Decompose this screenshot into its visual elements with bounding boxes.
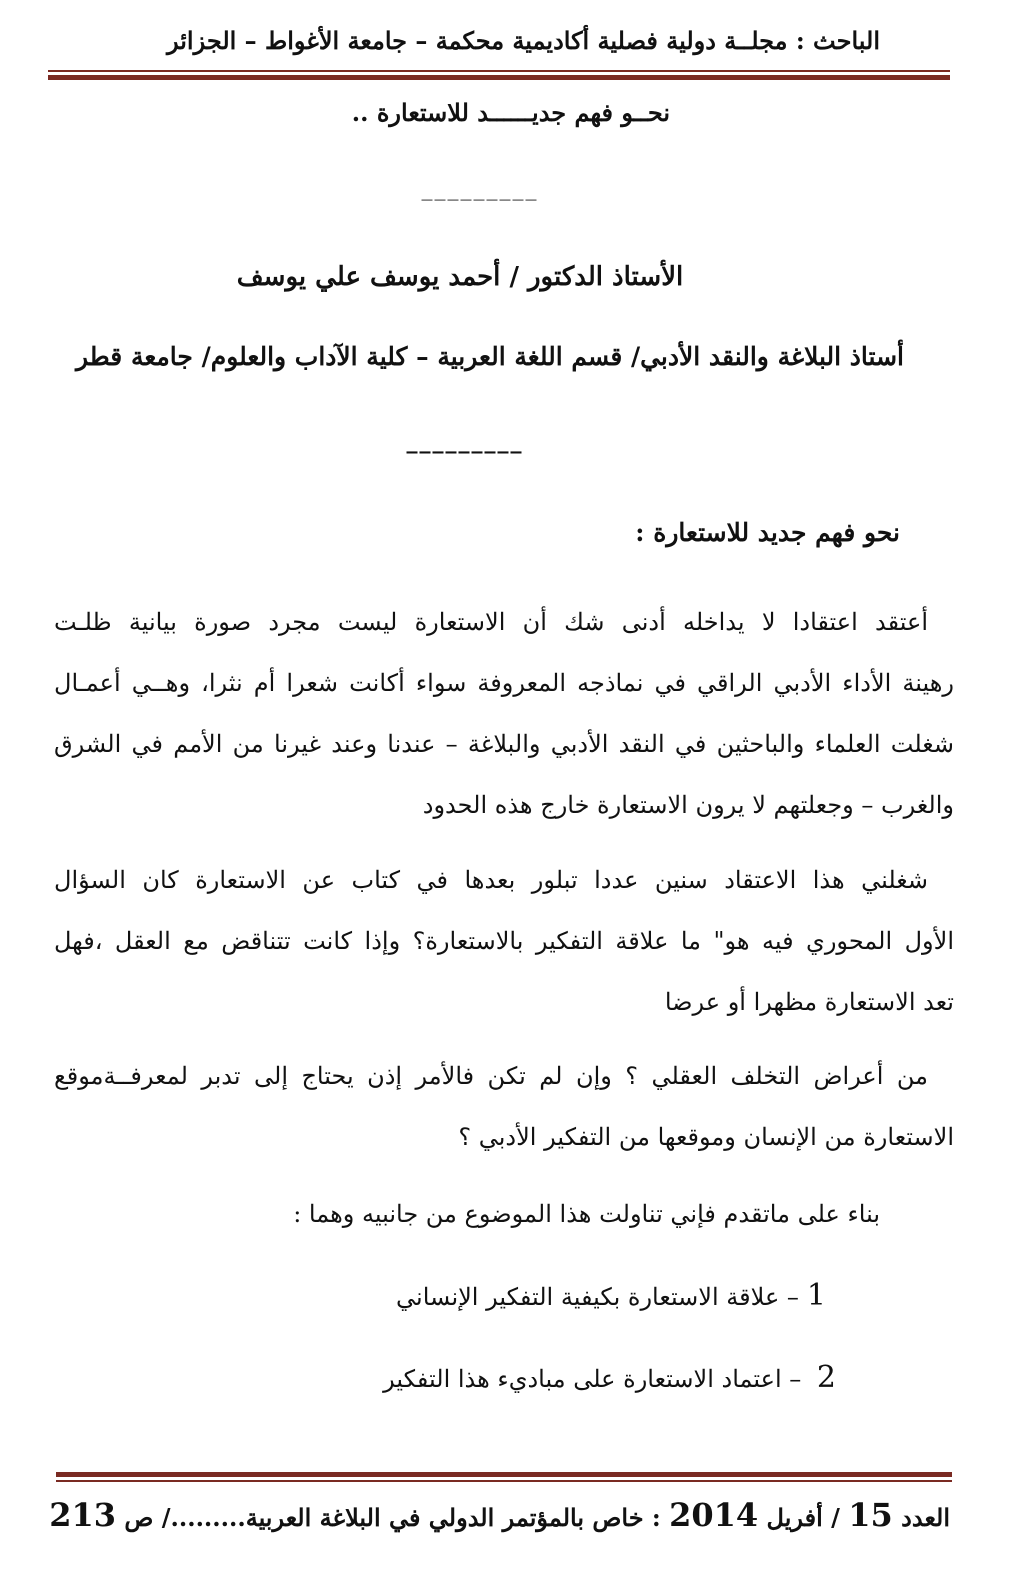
paragraph-line: شغلت العلماء والباحثين في النقد الأدبي والبلاغة – عندنا وعند غيرنا من الأمم في الشرق bbox=[54, 730, 954, 758]
paragraph-line: الأول المحوري فيه هو" ما علاقة التفكير بالاستعارة؟ وإذا كانت تتناقض مع العقل ،فهل bbox=[54, 927, 954, 955]
issue-label: العدد bbox=[901, 1503, 950, 1532]
footer-rule-thin bbox=[56, 1480, 952, 1482]
separator-dashes-1: _________ bbox=[421, 176, 539, 201]
author-affiliation: أستاذ البلاغة والنقد الأدبي/ قسم اللغة العربية – كلية الآداب والعلوم/ جامعة قطر bbox=[76, 342, 904, 371]
paragraph-line: الاستعارة من الإنسان وموقعها من التفكير الأدبي ؟ bbox=[458, 1123, 954, 1151]
intro-line: بناء على ماتقدم فإني تناولت هذا الموضوع من جانبيه وهما : bbox=[293, 1200, 880, 1228]
list-text: علاقة الاستعارة بكيفية التفكير الإنساني bbox=[396, 1283, 780, 1311]
paragraph-line: من أعراض التخلف العقلي ؟ وإن لم تكن فالأمر إذن يحتاج إلى تدبر لمعرفــةموقع bbox=[54, 1062, 928, 1090]
footer-slash: / bbox=[831, 1503, 840, 1532]
list-number: 1 bbox=[806, 1278, 826, 1313]
footer-rule-thick bbox=[56, 1472, 952, 1477]
list-dash: – bbox=[786, 1283, 799, 1311]
header-rule-thin bbox=[48, 70, 950, 72]
author-name: الأستاذ الدكتور / أحمد يوسف علي يوسف bbox=[236, 262, 684, 292]
paragraph-line: أعتقد اعتقادا لا يداخله أدنى شك أن الاستعارة ليست مجرد صورة بيانية ظلـت bbox=[54, 608, 928, 636]
page-number: 213 bbox=[49, 1496, 116, 1534]
paragraph-line: رهينة الأداء الأدبي الراقي في نماذجه المعروفة سواء أكانت شعرا أم نثرا، وهــي أعمـال bbox=[54, 669, 954, 697]
list-text: اعتماد الاستعارة على مباديء هذا التفكير bbox=[383, 1365, 782, 1393]
section-heading: نحو فهم جديد للاستعارة : bbox=[635, 518, 900, 547]
journal-header: الباحث : مجلــة دولية فصلية أكاديمية محكمة – جامعة الأغواط – الجزائر bbox=[167, 26, 880, 55]
list-item-1 bbox=[396, 1278, 826, 1313]
page-label: / ص bbox=[124, 1503, 171, 1532]
issue-year: 2014 bbox=[669, 1496, 759, 1534]
running-title: نحــو فهم جديــــــد للاستعارة .. bbox=[351, 98, 670, 127]
list-item-2 bbox=[383, 1360, 836, 1395]
page-footer bbox=[49, 1496, 950, 1534]
list-number: 2 bbox=[816, 1360, 836, 1395]
issue-month: أفريل bbox=[766, 1503, 823, 1532]
paragraph-3 bbox=[54, 1046, 954, 1168]
list-dash: – bbox=[789, 1365, 802, 1393]
separator-dashes-2: _________ bbox=[406, 428, 524, 454]
issue-special: : خاص بالمؤتمر الدولي في البلاغة العربية......... bbox=[170, 1503, 661, 1532]
paragraph-line: والغرب – وجعلتهم لا يرون الاستعارة خارج هذه الحدود bbox=[422, 791, 954, 819]
issue-number: 15 bbox=[848, 1496, 893, 1534]
header-rule-thick bbox=[48, 75, 950, 80]
paragraph-1 bbox=[54, 592, 954, 836]
paragraph-line: شغلني هذا الاعتقاد سنين عددا تبلور بعدها في كتاب عن الاستعارة كان السؤال bbox=[54, 866, 928, 894]
paragraph-2 bbox=[54, 850, 954, 1033]
paragraph-line: تعد الاستعارة مظهرا أو عرضا bbox=[664, 988, 954, 1016]
